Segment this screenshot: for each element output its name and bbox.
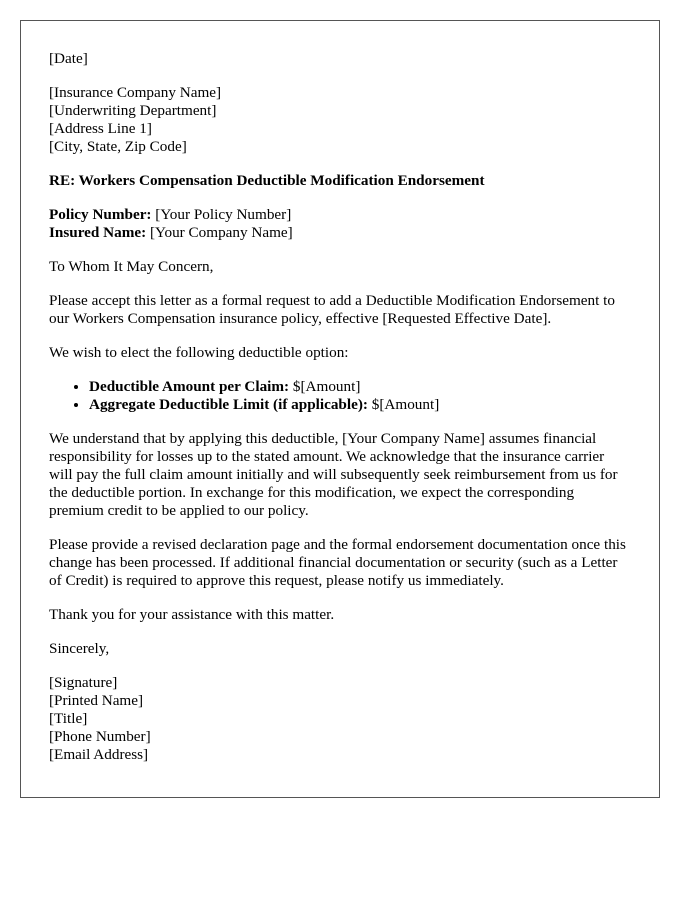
- closing: Sincerely,: [49, 640, 110, 657]
- letter-date: [Date]: [49, 50, 88, 67]
- phone-number: [Phone Number]: [49, 728, 151, 745]
- understanding-paragraph: We understand that by applying this deductible, [Your Company Name] assumes financial responsibility for losses up to the stated amount. We acknowledge that the insurance carrier will pay the full claim amount initially and will subsequently seek reimbursement from us for the deductible portion. In exchange for this modification, we expect the corresponding premium credit to be applied to our policy.: [49, 430, 618, 519]
- policy-number-line: [49, 206, 631, 224]
- recipient-department: [Underwriting Department]: [49, 102, 217, 119]
- option-label: Deductible Amount per Claim:: [89, 378, 290, 395]
- thanks-paragraph: Thank you for your assistance with this matter.: [49, 606, 335, 623]
- option-value: $[Amount]: [289, 378, 361, 395]
- list-item: [89, 396, 631, 414]
- signer-title: [Title]: [49, 710, 88, 727]
- option-label: Aggregate Deductible Limit (if applicable):: [89, 396, 368, 413]
- option-value: $[Amount]: [367, 396, 440, 413]
- policy-number-label: Policy Number:: [49, 206, 152, 223]
- salutation: To Whom It May Concern,: [49, 258, 214, 275]
- recipient-city-state-zip: [City, State, Zip Code]: [49, 138, 187, 155]
- insured-name-value: [Your Company Name]: [146, 224, 293, 241]
- deductible-options-list: [49, 378, 631, 414]
- elect-paragraph: We wish to elect the following deductible option:: [49, 344, 349, 361]
- email-address: [Email Address]: [49, 746, 149, 763]
- request-paragraph: Please accept this letter as a formal request to add a Deductible Modification Endorsement to our Workers Compensation insurance policy, effective [Requested Effective Date].: [49, 292, 615, 327]
- subject-line: RE: Workers Compensation Deductible Modification Endorsement: [49, 172, 485, 189]
- documentation-paragraph: Please provide a revised declaration page and the formal endorsement documentation once this change has been processed. If additional financial documentation or security (such as a Letter of Credit) is required to approve this request, please notify us immediately.: [49, 536, 626, 589]
- printed-name: [Printed Name]: [49, 692, 144, 709]
- recipient-address-line-1: [Address Line 1]: [49, 120, 152, 137]
- policy-number-value: [Your Policy Number]: [151, 206, 292, 223]
- recipient-address: [49, 84, 631, 156]
- insured-name-label: Insured Name:: [49, 224, 147, 241]
- signature-block: [49, 674, 631, 764]
- insured-name-line: [49, 224, 631, 242]
- recipient-company: [Insurance Company Name]: [49, 84, 222, 101]
- letter: [20, 20, 660, 798]
- policy-details: [49, 206, 631, 242]
- list-item: [89, 378, 631, 396]
- signature-placeholder: [Signature]: [49, 674, 118, 691]
